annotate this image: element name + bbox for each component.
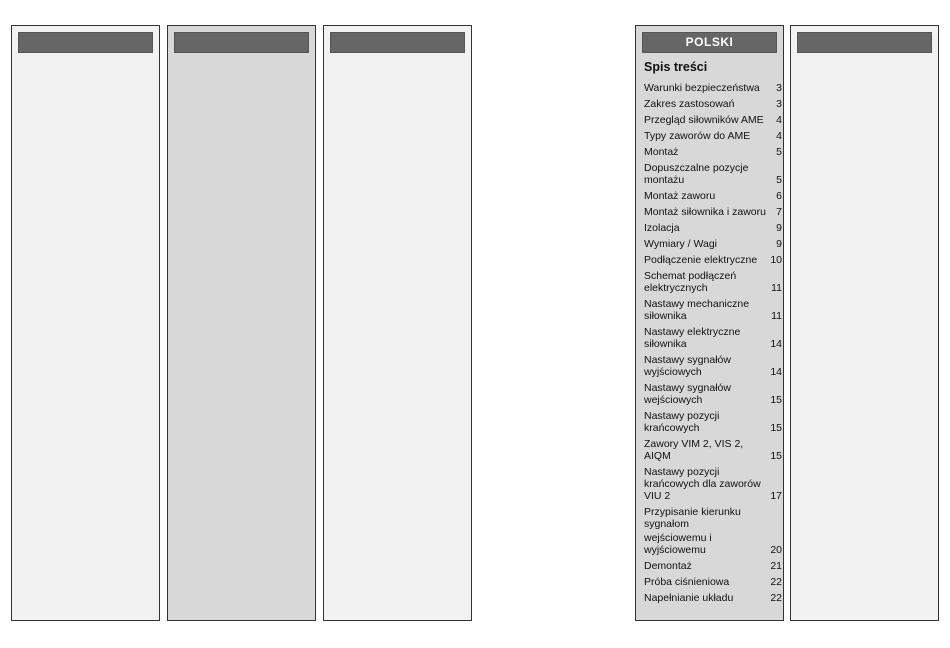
toc-entry[interactable] bbox=[644, 532, 783, 556]
toc-entry-page: 21 bbox=[770, 560, 782, 572]
toc-entry-title: Zawory VIM 2, VIS 2, AIQM bbox=[644, 438, 744, 462]
toc-entry[interactable] bbox=[644, 270, 783, 294]
toc-entry-title: Warunki bezpieczeństwa bbox=[644, 82, 760, 94]
language-header: POLSKI bbox=[642, 32, 777, 53]
toc-entry[interactable] bbox=[644, 592, 783, 604]
toc-entry-title: Podłączenie elektryczne bbox=[644, 254, 758, 266]
panel-3 bbox=[323, 25, 472, 621]
toc-entry-title: Napełnianie układu bbox=[644, 592, 734, 604]
toc-entry-page: 22 bbox=[770, 576, 782, 588]
toc-entry[interactable] bbox=[644, 238, 783, 250]
toc-entry-page: 10 bbox=[770, 254, 782, 266]
toc-entry-title: Nastawy elektryczne siłownika bbox=[644, 326, 741, 350]
toc-entry[interactable] bbox=[644, 438, 783, 462]
toc-entry-title: Nastawy sygnałów wejściowych bbox=[644, 382, 731, 406]
toc-entry-page: 9 bbox=[776, 222, 782, 234]
toc-entry-title: Nastawy sygnałów wyjściowych bbox=[644, 354, 731, 378]
toc-entry[interactable] bbox=[644, 506, 783, 530]
toc-entry-title: Montaż bbox=[644, 146, 679, 158]
toc-entry-page: 15 bbox=[770, 394, 782, 406]
toc-entry-page: 14 bbox=[770, 338, 782, 350]
toc-entry-page: 15 bbox=[770, 422, 782, 434]
toc-entry-page: 15 bbox=[770, 450, 782, 462]
toc-entry-page: 9 bbox=[776, 238, 782, 250]
toc-entry-title: Demontaż bbox=[644, 560, 692, 572]
toc-entry-page: 4 bbox=[776, 130, 782, 142]
toc-entry-page: 11 bbox=[771, 310, 782, 322]
panel-5 bbox=[790, 25, 939, 621]
toc-entry-page: 17 bbox=[770, 490, 782, 502]
toc-entry-title: Nastawy pozycji krańcowych dla zaworów VIU 2 bbox=[644, 466, 761, 502]
toc-entry[interactable] bbox=[644, 82, 783, 94]
panel-1-header-bar bbox=[18, 32, 153, 53]
toc-entry-title: Przypisanie kierunku sygnałom bbox=[644, 506, 741, 530]
panel-5-header-bar bbox=[797, 32, 932, 53]
toc-entry[interactable] bbox=[644, 98, 783, 110]
toc-entry-page: 4 bbox=[776, 114, 782, 126]
toc-entry[interactable] bbox=[644, 190, 783, 202]
toc-entry-title: Schemat podłączeń elektrycznych bbox=[644, 270, 737, 294]
toc-entry-title: Typy zaworów do AME bbox=[644, 130, 751, 142]
toc-title: Spis treści bbox=[644, 60, 708, 74]
panel-3-header-bar bbox=[330, 32, 465, 53]
toc-entry-title: Nastawy mechaniczne siłownika bbox=[644, 298, 750, 322]
toc-entry-page: 14 bbox=[770, 366, 782, 378]
toc-entry[interactable] bbox=[644, 576, 783, 588]
toc-entry-title: Zakres zastosowań bbox=[644, 98, 735, 110]
toc-entry[interactable] bbox=[644, 560, 783, 572]
toc-entry[interactable] bbox=[644, 354, 783, 378]
toc-entry-title: wejściowemu i wyjściowemu bbox=[644, 532, 712, 556]
toc-entry[interactable] bbox=[644, 410, 783, 434]
toc-entry-page: 7 bbox=[776, 206, 782, 218]
toc-entry-title: Przegląd siłowników AME bbox=[644, 114, 764, 126]
toc-entry[interactable] bbox=[644, 162, 783, 186]
toc-entry-title: Montaż zaworu bbox=[644, 190, 716, 202]
panel-2-header-bar bbox=[174, 32, 309, 53]
toc-entry-page: 22 bbox=[770, 592, 782, 604]
toc-entry[interactable] bbox=[644, 222, 783, 234]
toc-entry-title: Wymiary / Wagi bbox=[644, 238, 718, 250]
toc-entry[interactable] bbox=[644, 326, 783, 350]
toc-entry-title: Izolacja bbox=[644, 222, 680, 234]
panel-1 bbox=[11, 25, 160, 621]
toc-entry-title: Montaż siłownika i zaworu bbox=[644, 206, 766, 218]
toc-entry[interactable] bbox=[644, 114, 783, 126]
toc-entry[interactable] bbox=[644, 146, 783, 158]
toc-entry-page: 3 bbox=[776, 98, 782, 110]
toc-panel bbox=[635, 25, 784, 621]
toc-entry[interactable] bbox=[644, 298, 783, 322]
toc-entry-page: 3 bbox=[776, 82, 782, 94]
toc-entry-page: 5 bbox=[776, 174, 782, 186]
toc-entry-page: 6 bbox=[776, 190, 782, 202]
toc-entry[interactable] bbox=[644, 206, 783, 218]
toc-entry-page: 5 bbox=[776, 146, 782, 158]
toc-list bbox=[644, 82, 783, 608]
toc-entry-page: 20 bbox=[770, 544, 782, 556]
toc-entry-title: Próba ciśnieniowa bbox=[644, 576, 730, 588]
toc-entry[interactable] bbox=[644, 130, 783, 142]
toc-entry[interactable] bbox=[644, 254, 783, 266]
toc-entry-title: Nastawy pozycji krańcowych bbox=[644, 410, 720, 434]
toc-entry-title: Dopuszczalne pozycje montażu bbox=[644, 162, 749, 186]
toc-entry[interactable] bbox=[644, 466, 783, 502]
panel-2 bbox=[167, 25, 316, 621]
toc-entry-page: 11 bbox=[771, 282, 782, 294]
toc-entry[interactable] bbox=[644, 382, 783, 406]
